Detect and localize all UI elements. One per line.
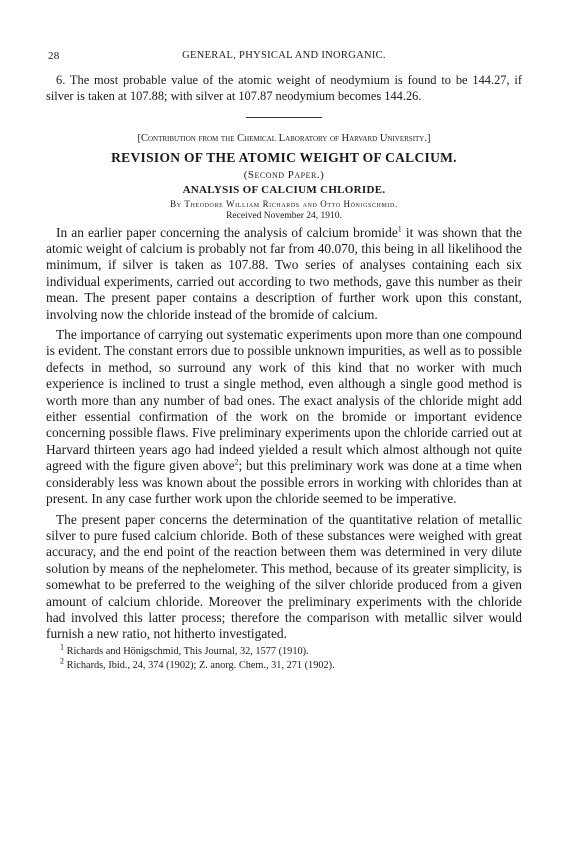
paragraph-1-text-b: it was shown that the atomic weight of calcium is probably not far from 40.070, this being in all likelihood the minimum, if silver is taken as 107.88. Two series of analyses containing each six individual experiments, carried out according to two methods, gave this number as their mean. The present paper contains a description of further work upon this constant, involving now the chloride instead of the bromide of calcium.	[46, 224, 522, 322]
contribution-lab: Chemical Laboratory of Harvard University	[237, 132, 425, 144]
footnote-1-mark: 1	[60, 642, 64, 652]
running-head	[46, 50, 522, 66]
paragraph-1	[46, 225, 522, 323]
contribution-line	[46, 132, 522, 146]
previous-article-conclusion: 6. The most probable value of the atomic weight of neodymium is found to be 144.27, if silver is taken at 107.88; with silver at 107.87 neodymium becomes 144.26.	[46, 73, 522, 104]
paragraph-3: The present paper concerns the determination of the quantitative relation of metallic silver to pure fused calcium chloride. Both of these substances were weighed with great accuracy, and the end point of the reaction between them was determined in very dilute solution by means of the nephelometer. This method, because of its greater simplicity, is somewhat to be preferred to the weighing of the silver chloride produced from a given amount of calcium chloride. Moreover the preliminary experiments with the chloride had involved this latter process; therefore the comparison with metallic silver would furnish a new ratio, not hitherto investigated.	[46, 511, 522, 642]
received-date: Received November 24, 1910.	[226, 210, 342, 221]
contribution-lead: Contribution from the	[140, 132, 235, 144]
paragraph-1-text-a: In an earlier paper concerning the analysis of calcium bromide	[56, 224, 398, 240]
page-number: 28	[48, 50, 60, 62]
contribution-close-bracket: .]	[424, 132, 431, 144]
journal-page	[46, 50, 522, 673]
article-title: REVISION OF THE ATOMIC WEIGHT OF CALCIUM.	[111, 149, 457, 165]
footnote-1	[46, 642, 522, 659]
footnote-ref-1: 1	[397, 224, 402, 234]
footnote-ref-2: 2	[234, 457, 239, 467]
paragraph-2	[46, 327, 522, 507]
article-authors: By Theodore William Richards and Otto Hönigschmid.	[170, 198, 398, 209]
paragraph-2-text-a: The importance of carrying out systematic experiments upon more than one compound is evident. The constant errors due to possible unknown impurities, as well as to possible defects in method, so surround any work of this kind that no worker with much experience is inclined to trust a single method, even although a single good method is worth more than any number of bad ones. The exact analysis of the chloride might add either essential confirmation of the work on the bromide or important evidence concerning possible flaws. Five preliminary experiments upon the chloride carried out at Harvard thirteen years ago had indeed yielded a result which almost although not quite agreed with the figure given above	[46, 327, 522, 474]
footnote-2	[46, 656, 522, 673]
contribution-open-bracket: [	[137, 132, 141, 144]
footnotes	[46, 642, 522, 673]
running-head-title: GENERAL, PHYSICAL AND INORGANIC.	[182, 50, 386, 61]
article-subtitle: ANALYSIS OF CALCIUM CHLORIDE.	[182, 183, 386, 196]
footnote-1-text: Richards and Hönigschmid, This Journal, 32, 1577 (1910).	[64, 645, 309, 657]
article-part: (Second Paper.)	[243, 168, 325, 181]
section-divider	[246, 117, 322, 118]
paragraph-2-text-b: ; but this preliminary work was done at a time when considerably less was known about the possible errors in working with chlorides than at present. In any case further work upon the chloride seemed to be imperative.	[46, 458, 522, 507]
footnote-2-mark: 2	[60, 656, 64, 666]
footnote-2-text: Richards, Ibid., 24, 374 (1902); Z. anorg. Chem., 31, 271 (1902).	[64, 659, 335, 671]
